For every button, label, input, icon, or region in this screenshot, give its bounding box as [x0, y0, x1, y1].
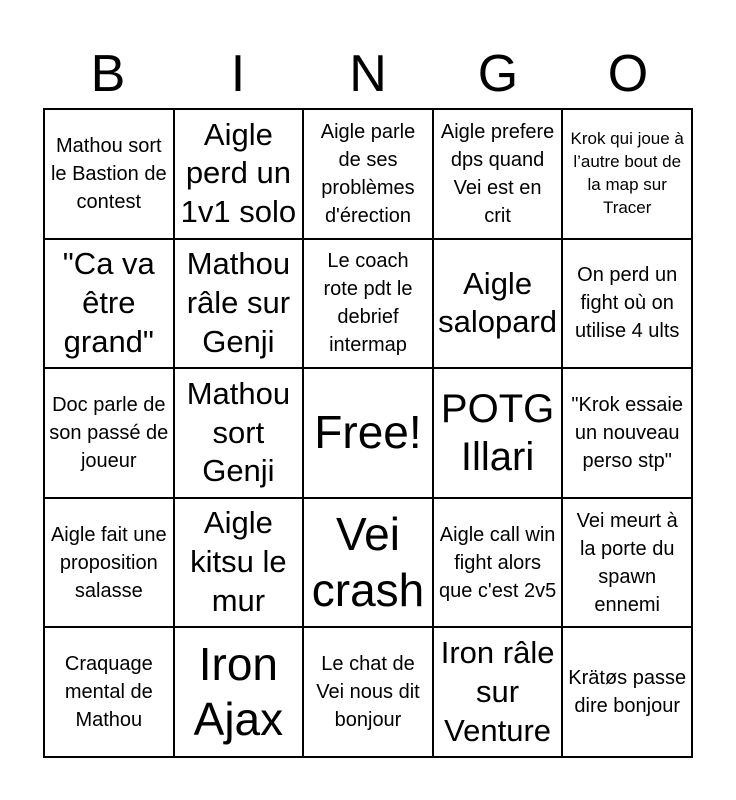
bingo-cell[interactable] — [433, 498, 563, 628]
bingo-cell[interactable] — [562, 239, 692, 369]
cell-text: Vei meurt à la porte du spawn ennemi — [576, 509, 678, 616]
header-letter-i: I — [230, 45, 246, 103]
cell-text: Krätøs passe dire bonjour — [568, 667, 687, 718]
cell-text: Le coach rote pdt le debrief intermap — [323, 250, 413, 357]
bingo-grid — [43, 108, 693, 758]
cell-text: Doc parle de son passé de joueur — [49, 393, 169, 472]
header-letter-b: B — [90, 45, 126, 103]
bingo-cell[interactable] — [303, 239, 433, 369]
bingo-cell[interactable] — [433, 368, 563, 498]
cell-text: Iron Ajax — [193, 638, 284, 746]
cell-text: Aigle fait une proposition salasse — [50, 523, 167, 602]
bingo-cell[interactable] — [433, 239, 563, 369]
cell-text: Free! — [314, 406, 422, 459]
bingo-cell[interactable] — [174, 368, 304, 498]
cell-text: Aigle kitsu le mur — [190, 505, 287, 618]
cell-text: Le chat de Vei nous dit bonjour — [316, 653, 420, 732]
bingo-cell[interactable] — [562, 498, 692, 628]
header-letter-n: N — [349, 45, 387, 103]
cell-text: Iron râle sur Venture — [440, 635, 555, 748]
cell-text: "Ca va être grand" — [62, 246, 155, 359]
bingo-cell[interactable] — [44, 627, 174, 757]
bingo-cell[interactable] — [562, 627, 692, 757]
cell-text: Craquage mental de Mathou — [64, 653, 153, 732]
bingo-cell[interactable] — [44, 498, 174, 628]
cell-text: Mathou râle sur Genji — [186, 246, 291, 359]
bingo-cell[interactable] — [562, 368, 692, 498]
cell-text: Aigle prefere dps quand Vei est en crit — [440, 120, 555, 227]
bingo-cell[interactable] — [303, 627, 433, 757]
bingo-header — [43, 40, 693, 108]
cell-text: Aigle parle de ses problèmes d'érection — [320, 120, 416, 227]
bingo-cell[interactable] — [433, 109, 563, 239]
cell-text: POTG Illari — [440, 386, 555, 479]
bingo-cell[interactable] — [174, 109, 304, 239]
bingo-cell[interactable] — [174, 498, 304, 628]
header-letter-o: O — [607, 45, 649, 103]
bingo-free-cell[interactable] — [303, 368, 433, 498]
cell-text: Mathou sort le Bastion de contest — [50, 134, 167, 213]
bingo-cell[interactable] — [174, 239, 304, 369]
bingo-cell[interactable] — [44, 109, 174, 239]
cell-text: Mathou sort Genji — [186, 375, 291, 489]
bingo-cell[interactable] — [174, 627, 304, 757]
cell-text: Vei crash — [311, 508, 425, 616]
bingo-cell[interactable] — [44, 368, 174, 498]
cell-text: Aigle salopard — [438, 265, 558, 340]
cell-text: Aigle call win fight alors que c'est 2v5 — [438, 523, 557, 602]
bingo-cell[interactable] — [303, 498, 433, 628]
bingo-cell[interactable] — [562, 109, 692, 239]
bingo-cell[interactable] — [303, 109, 433, 239]
bingo-cell[interactable] — [433, 627, 563, 757]
header-letter-g: G — [477, 45, 519, 103]
cell-text: Krok qui joue à l’autre bout de la map sur Tracer — [570, 128, 684, 217]
cell-text: On perd un fight où on utilise 4 ults — [574, 264, 680, 343]
cell-text: Aigle perd un 1v1 solo — [180, 116, 297, 230]
bingo-cell[interactable] — [44, 239, 174, 369]
cell-text: "Krok essaie un nouveau perso stp" — [571, 393, 683, 472]
